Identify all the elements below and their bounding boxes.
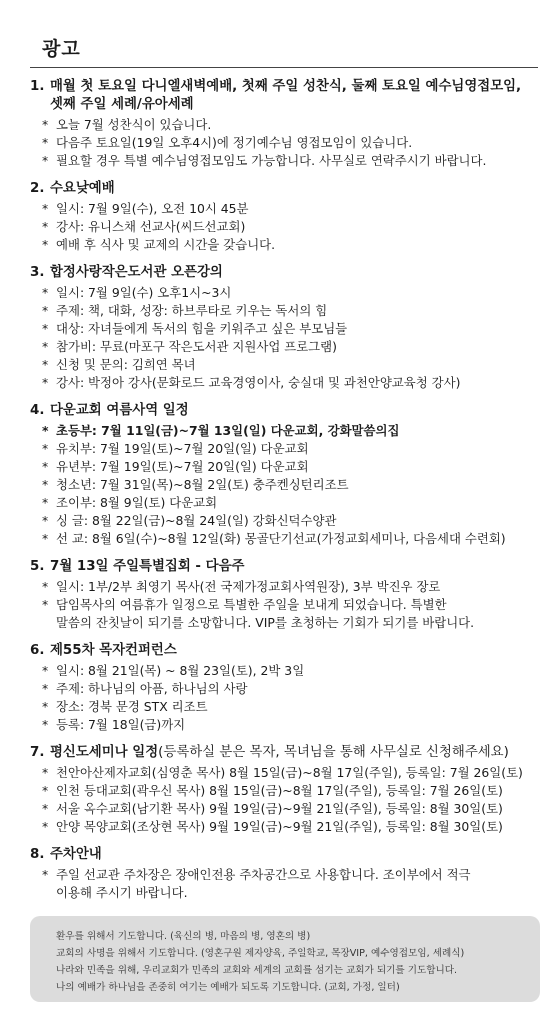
section-number: 3. — [30, 265, 45, 280]
list-item-text: 참가비: 무료(마포구 작은도서관 지원사업 프로그램) — [56, 339, 337, 354]
list-item-text: 강사: 박정아 강사(문화로드 교육경영이사, 숭실대 및 과천안양교육청 강사) — [56, 375, 461, 390]
list-item — [30, 476, 540, 494]
list-item — [30, 374, 540, 392]
section-title-main: 다운교회 여름사역 일정 — [50, 403, 189, 418]
list-item — [30, 236, 540, 254]
page-header — [30, 34, 538, 68]
section-title-text — [50, 558, 540, 576]
bullet-star-icon: * — [42, 477, 49, 492]
list-item-text: 유년부: 7월 19일(토)~7월 20일(일) 다운교회 — [56, 459, 309, 474]
list-item — [30, 866, 540, 884]
section-number: 6. — [30, 643, 45, 658]
bullet-star-icon: * — [42, 495, 49, 510]
section-title — [30, 78, 540, 114]
list-item-text: 유치부: 7월 19일(토)~7월 20일(일) 다운교회 — [56, 441, 309, 456]
list-item — [30, 422, 540, 440]
list-item-text: 일시: 1부/2부 최영기 목사(전 국제가정교회사역원장), 3부 박진우 장로 — [56, 579, 441, 594]
list-item-text: 담임목사의 여름휴가 일정으로 특별한 주일을 보내게 되었습니다. 특별한 — [56, 597, 447, 612]
section-items — [30, 764, 540, 836]
announcement-section — [30, 642, 540, 734]
section-title-text — [50, 402, 540, 420]
list-item — [30, 356, 540, 374]
list-item-text: 일시: 7월 9일(수) 오후1시~3시 — [56, 285, 232, 300]
section-title-main: 수요낮예배 — [50, 181, 115, 196]
announcement-section — [30, 744, 540, 836]
section-title-main: 주차안내 — [50, 847, 102, 862]
list-item-text: 천안아산제자교회(심영춘 목사) 8월 15일(금)~8월 17일(주일), 등록일: 7월 26일(토) — [56, 765, 523, 780]
list-item-text: 조이부: 8월 9일(토) 다운교회 — [56, 495, 218, 510]
bullet-star-icon: * — [42, 801, 49, 816]
bullet-star-icon: * — [42, 285, 49, 300]
section-number: 7. — [30, 745, 45, 760]
section-number: 5. — [30, 559, 45, 574]
list-item — [30, 662, 540, 680]
list-item-text: 인천 등대교회(곽우신 목사) 8월 15일(금)~8월 17일(주일), 등록일: 7월 26일(토) — [56, 783, 503, 798]
bullet-star-icon: * — [42, 513, 49, 528]
list-item — [30, 818, 540, 836]
bullet-star-icon: * — [42, 303, 49, 318]
list-item-text: 주일 선교관 주차장은 장애인전용 주차공간으로 사용합니다. 조이부에서 적극 — [56, 867, 471, 882]
list-item-text: 초등부: 7월 11일(금)~7월 13일(일) 다운교회, 강화말씀의집 — [56, 423, 400, 438]
bullet-star-icon: * — [42, 153, 49, 168]
section-title — [30, 846, 540, 864]
page-title: 광고 — [42, 38, 81, 60]
bullet-star-icon: * — [42, 357, 49, 372]
list-item — [30, 578, 540, 596]
section-title — [30, 402, 540, 420]
bullet-star-icon: * — [42, 117, 49, 132]
list-item — [30, 302, 540, 320]
section-items — [30, 284, 540, 392]
section-title — [30, 744, 540, 762]
section-title-text — [50, 180, 540, 198]
list-item — [30, 152, 540, 170]
section-number: 1. — [30, 79, 45, 94]
announcement-list — [30, 78, 540, 912]
section-title-line: 셋째 주일 세례/유아세례 — [50, 97, 194, 112]
announcement-section — [30, 78, 540, 170]
section-title-text — [50, 846, 540, 864]
bullet-star-icon: * — [42, 375, 49, 390]
list-item — [30, 116, 540, 134]
list-item-text: 예배 후 식사 및 교제의 시간을 갖습니다. — [56, 237, 276, 252]
list-item — [30, 716, 540, 734]
bullet-star-icon: * — [42, 819, 49, 834]
bullet-star-icon: * — [42, 219, 49, 234]
section-items — [30, 200, 540, 254]
list-item — [30, 800, 540, 818]
bullet-star-icon: * — [42, 681, 49, 696]
bullet-star-icon — [42, 614, 56, 632]
list-item-text: 말씀의 잔칫날이 되기를 소망합니다. VIP를 초청하는 기회가 되기를 바랍니다. — [56, 615, 475, 630]
section-title — [30, 642, 540, 660]
bullet-star-icon: * — [42, 867, 49, 882]
section-title-text — [50, 744, 540, 762]
list-item — [30, 782, 540, 800]
list-item-text: 서울 옥수교회(남기환 목사) 9월 19일(금)~9월 21일(주일), 등록일: 8월 30일(토) — [56, 801, 503, 816]
list-item — [30, 884, 540, 902]
list-item-text: 주제: 책, 대화, 성장: 하브루타로 키우는 독서의 힘 — [56, 303, 328, 318]
list-item-text: 오늘 7월 성찬식이 있습니다. — [56, 117, 212, 132]
list-item-text: 강사: 유니스채 선교사(씨드선교회) — [56, 219, 246, 234]
prayer-line: 나의 예배가 하나님을 존중히 여기는 예배가 되도록 기도합니다. (교회, 가정, 일터) — [56, 982, 400, 993]
announcement-section — [30, 846, 540, 902]
bullet-star-icon: * — [42, 339, 49, 354]
prayer-line: 나라와 민족을 위해, 우리교회가 민족의 교회와 세계의 교회를 섬기는 교회가 되기를 기도합니다. — [56, 965, 458, 976]
prayer-line: 환우를 위해서 기도합니다. (육신의 병, 마음의 병, 영혼의 병) — [56, 931, 311, 942]
list-item-text: 주제: 하나님의 아픔, 하나님의 사랑 — [56, 681, 248, 696]
announcement-section — [30, 180, 540, 254]
list-item — [30, 512, 540, 530]
section-title-main: 평신도세미나 일정 — [50, 745, 159, 760]
list-item — [30, 530, 540, 548]
prayer-line: 교회의 사명을 위해서 기도합니다. (영혼구원 제자양육, 주일학교, 목장VIP, 예수영접모임, 세례식) — [56, 948, 465, 959]
bullet-star-icon: * — [42, 135, 49, 150]
announcement-section — [30, 558, 540, 632]
section-title-text — [50, 78, 540, 114]
bullet-star-icon: * — [42, 423, 49, 438]
list-item — [30, 218, 540, 236]
section-title-main: 7월 13일 주일특별집회 - 다음주 — [50, 559, 245, 574]
list-item — [30, 614, 540, 632]
section-items — [30, 662, 540, 734]
section-number: 8. — [30, 847, 45, 862]
section-title-line: 매월 첫 토요일 다니엘새벽예배, 첫째 주일 성찬식, 둘째 토요일 예수님영접모임, — [50, 79, 522, 94]
list-item-text: 다음주 토요일(19일 오후4시)에 정기예수님 영접모임이 있습니다. — [56, 135, 413, 150]
bullet-star-icon: * — [42, 237, 49, 252]
bullet-star-icon — [42, 884, 56, 902]
list-item-text: 필요할 경우 특별 예수님영접모임도 가능합니다. 사무실로 연락주시기 바랍니다. — [56, 153, 487, 168]
section-items — [30, 422, 540, 548]
section-title — [30, 558, 540, 576]
section-title-note: (등록하실 분은 목자, 목녀님을 통해 사무실로 신청해주세요) — [158, 745, 509, 760]
section-title-main: 제55차 목자컨퍼런스 — [50, 643, 177, 658]
bullet-star-icon: * — [42, 459, 49, 474]
list-item — [30, 440, 540, 458]
list-item-text: 등록: 7월 18일(금)까지 — [56, 717, 186, 732]
bullet-star-icon: * — [42, 765, 49, 780]
section-number: 4. — [30, 403, 45, 418]
announcement-section — [30, 402, 540, 548]
bullet-star-icon: * — [42, 321, 49, 336]
list-item-text: 청소년: 7월 31일(목)~8월 2일(토) 충주켄싱턴리조트 — [56, 477, 349, 492]
section-title-text — [50, 642, 540, 660]
list-item-text: 선 교: 8월 6일(수)~8월 12일(화) 몽골단기선교(가정교회세미나, 다음세대 수련회) — [56, 531, 506, 546]
list-item-text: 이용해 주시기 바랍니다. — [56, 885, 188, 900]
list-item — [30, 698, 540, 716]
list-item — [30, 764, 540, 782]
section-title — [30, 180, 540, 198]
list-item-text: 일시: 7월 9일(수), 오전 10시 45분 — [56, 201, 249, 216]
list-item — [30, 596, 540, 614]
list-item — [30, 680, 540, 698]
bullet-star-icon: * — [42, 783, 49, 798]
list-item — [30, 338, 540, 356]
list-item-text: 일시: 8월 21일(목) ~ 8월 23일(토), 2박 3일 — [56, 663, 305, 678]
bullet-star-icon: * — [42, 597, 49, 612]
bullet-star-icon: * — [42, 663, 49, 678]
list-item-text: 대상: 자녀들에게 독서의 힘을 키워주고 싶은 부모님들 — [56, 321, 348, 336]
bullet-star-icon: * — [42, 717, 49, 732]
list-item — [30, 284, 540, 302]
section-title-text — [50, 264, 540, 282]
bullet-star-icon: * — [42, 699, 49, 714]
list-item — [30, 494, 540, 512]
bullet-star-icon: * — [42, 579, 49, 594]
list-item-text: 신청 및 문의: 김희연 목녀 — [56, 357, 196, 372]
section-items — [30, 578, 540, 632]
bullet-star-icon: * — [42, 201, 49, 216]
list-item — [30, 458, 540, 476]
header-divider — [30, 67, 538, 68]
bullet-star-icon: * — [42, 441, 49, 456]
section-number: 2. — [30, 181, 45, 196]
section-title — [30, 264, 540, 282]
section-title-main: 합정사랑작은도서관 오픈강의 — [50, 265, 223, 280]
list-item-text: 싱 글: 8월 22일(금)~8월 24일(일) 강화신덕수양관 — [56, 513, 337, 528]
section-items — [30, 116, 540, 170]
announcement-section — [30, 264, 540, 392]
bullet-star-icon: * — [42, 531, 49, 546]
list-item — [30, 200, 540, 218]
list-item — [30, 134, 540, 152]
list-item-text: 장소: 경북 문경 STX 리조트 — [56, 699, 208, 714]
list-item-text: 안양 목양교회(조상현 목사) 9월 19일(금)~9월 21일(주일), 등록일: 8월 30일(토) — [56, 819, 503, 834]
section-items — [30, 866, 540, 902]
prayer-box — [30, 916, 540, 1002]
list-item — [30, 320, 540, 338]
